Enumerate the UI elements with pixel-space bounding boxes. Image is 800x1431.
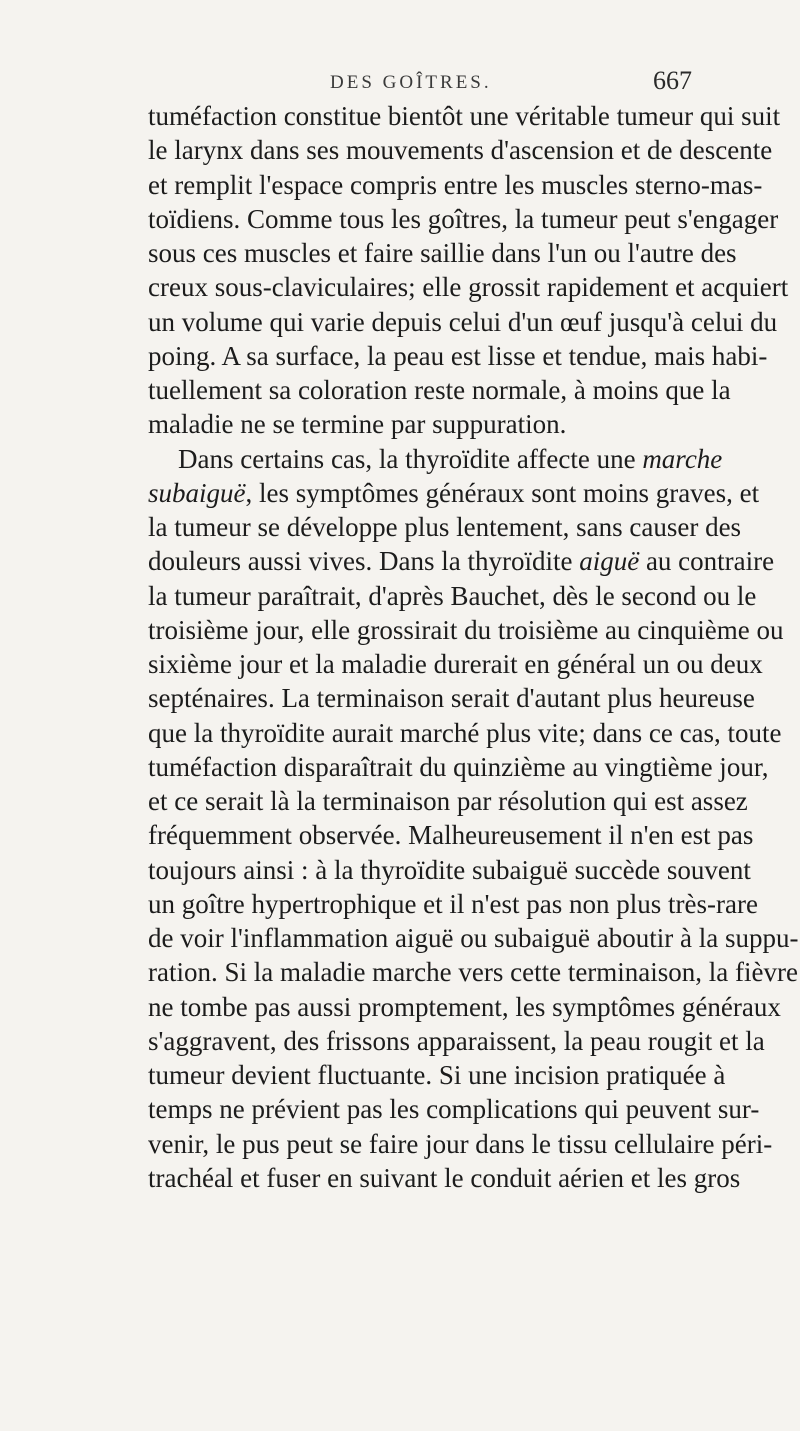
text-segment: , les symptômes généraux sont moins graves, et	[245, 477, 760, 508]
text-line: et ce serait là la terminaison par résolution qui est assez	[148, 786, 748, 816]
text-segment: Dans certains cas, la thyroïdite affecte une	[178, 443, 636, 474]
italic-term: marche	[642, 443, 723, 474]
text-line: tumeur devient fluctuante. Si une incision pratiquée à	[148, 1060, 726, 1090]
text-line: s'aggravent, des frissons apparaissent, la peau rougit et la	[148, 1025, 765, 1056]
text-line: la tumeur se développe plus lentement, sans causer des	[148, 512, 742, 542]
text-line	[148, 476, 760, 510]
text-line: temps ne prévient pas les complications qui peuvent sur-	[148, 1094, 760, 1125]
text-line: toujours ainsi : à la thyroïdite subaiguë succède souvent	[148, 854, 751, 885]
text-line: maladie ne se termine par suppuration.	[148, 409, 567, 440]
italic-term: aiguë	[579, 546, 640, 577]
body-text	[148, 99, 799, 1195]
text-line: tuméfaction disparaîtrait du quinzième au vingtième jour,	[148, 751, 769, 782]
text-line: creux sous-claviculaires; elle grossit rapidement et acquiert	[148, 272, 789, 303]
running-title: DES GOÎTRES.	[330, 72, 492, 93]
text-line: toïdiens. Comme tous les goîtres, la tumeur peut s'engager	[148, 203, 779, 234]
text-line: ration. Si la maladie marche vers cette terminaison, la fièvre	[148, 957, 798, 988]
text-line: tuméfaction constitue bientôt une véritable tumeur qui suit	[148, 101, 781, 131]
text-line: venir, le pus peut se faire jour dans le tissu cellulaire péri-	[148, 1128, 773, 1159]
text-line	[148, 442, 723, 476]
text-line: un goître hypertrophique et il n'est pas non plus très-rare	[148, 888, 758, 919]
text-line: un volume qui varie depuis celui d'un œuf jusqu'à celui du	[148, 306, 778, 337]
text-line: septénaires. La terminaison serait d'autant plus heureuse	[148, 683, 755, 714]
text-line: fréquemment observée. Malheureusement il n'en est pas	[148, 820, 754, 851]
text-line: ne tombe pas aussi promptement, les symptômes généraux	[148, 991, 781, 1022]
text-line: sous ces muscles et faire saillie dans l'un ou l'autre des	[148, 238, 737, 268]
text-line: sixième jour et la maladie durerait en général un ou deux	[148, 649, 763, 679]
running-header	[0, 62, 800, 98]
text-line: le larynx dans ses mouvements d'ascension et de descente	[148, 135, 773, 166]
text-line: de voir l'inflammation aiguë ou subaiguë aboutir à la suppu-	[148, 923, 799, 953]
text-segment: au contraire	[645, 546, 775, 577]
text-line: troisième jour, elle grossirait du troisième au cinquième ou	[148, 614, 784, 645]
text-line: et remplit l'espace compris entre les muscles sterno-mas-	[148, 169, 763, 200]
text-line: trachéal et fuser en suivant le conduit aérien et les gros	[148, 1162, 741, 1193]
text-segment: douleurs aussi vives. Dans la thyroïdite	[148, 546, 573, 577]
italic-term: subaiguë	[148, 477, 246, 508]
text-line: poing. A sa surface, la peau est lisse et tendue, mais habi-	[148, 340, 768, 371]
text-line	[148, 544, 775, 578]
text-line: tuellement sa coloration reste normale, à moins que la	[148, 375, 731, 405]
text-line: la tumeur paraîtrait, d'après Bauchet, dès le second ou le	[148, 580, 757, 611]
text-line: que la thyroïdite aurait marché plus vite; dans ce cas, toute	[148, 717, 782, 748]
page-number: 667	[653, 66, 692, 95]
